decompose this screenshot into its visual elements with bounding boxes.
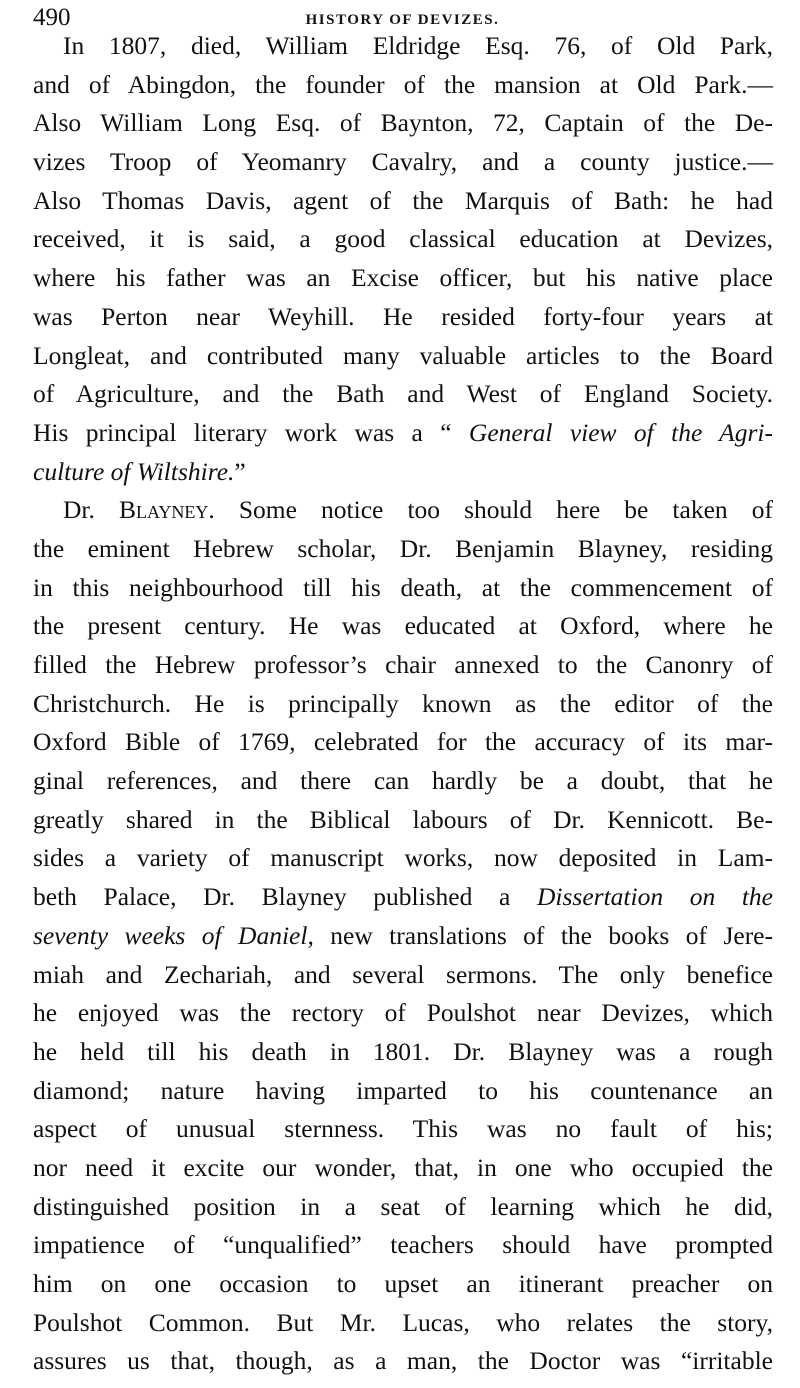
text-line xyxy=(33,453,773,492)
text-line xyxy=(33,1072,773,1111)
text-line xyxy=(33,491,773,530)
text-segment: impatience of “unqualified” teachers should have prompted xyxy=(33,1230,773,1260)
text-line xyxy=(33,530,773,569)
text-segment: Longleat, and contributed many valuable articles to the Board xyxy=(33,340,773,370)
text-line xyxy=(33,220,773,259)
text-segment: ” xyxy=(234,456,246,486)
text-line xyxy=(33,1304,773,1343)
text-line xyxy=(33,337,773,376)
text-line xyxy=(33,1110,773,1149)
text-segment: new translations of the books of Jere- xyxy=(313,920,773,950)
text-segment: In 1807, died, William Eldridge Esq. 76, of Old Park, xyxy=(63,31,773,60)
small-caps-heading: Blayney. xyxy=(119,495,215,525)
running-title: HISTORY OF DEVIZES. xyxy=(305,12,500,28)
text-segment: assures us that, though, as a man, the Doctor was “irritable xyxy=(33,1346,773,1376)
text-segment: Poulshot Common. But Mr. Lucas, who relates the story, xyxy=(33,1307,773,1337)
text-line xyxy=(33,27,773,66)
italic-text: seventy weeks of Daniel, xyxy=(33,920,314,950)
text-segment: Oxford Bible of 1769, celebrated for the accuracy of its mar- xyxy=(33,727,773,757)
text-line xyxy=(33,1342,773,1381)
text-line xyxy=(33,917,773,956)
text-line xyxy=(33,646,773,685)
text-segment: Also Thomas Davis, agent of the Marquis of Bath: he had xyxy=(33,185,773,215)
text-line xyxy=(33,685,773,724)
text-segment: he held till his death in 1801. Dr. Blayney was a rough xyxy=(33,1036,773,1066)
text-segment: the eminent Hebrew scholar, Dr. Benjamin Blayney, residing xyxy=(33,533,773,563)
text-line xyxy=(33,762,773,801)
text-segment: diamond; nature having imparted to his countenance an xyxy=(33,1075,773,1105)
text-line xyxy=(33,66,773,105)
text-line xyxy=(33,607,773,646)
text-segment: filled the Hebrew professor’s chair annexed to the Canonry of xyxy=(33,650,773,679)
text-segment: vizes Troop of Yeomanry Cavalry, and a county justice.— xyxy=(33,147,773,177)
text-line xyxy=(33,1188,773,1227)
text-segment: the present century. He was educated at Oxford, where he xyxy=(33,611,773,641)
text-segment: Also William Long Esq. of Baynton, 72, Captain of the De- xyxy=(33,108,773,138)
text-segment: was Perton near Weyhill. He resided forty-four years at xyxy=(33,301,773,331)
page-number: 490 xyxy=(33,4,71,31)
text-segment: Dr. xyxy=(63,495,119,525)
text-line xyxy=(33,839,773,878)
text-line xyxy=(33,878,773,917)
text-segment: distinguished position in a seat of learning which he did, xyxy=(33,1191,773,1221)
text-segment: miah and Zechariah, and several sermons. The only benefice xyxy=(33,959,773,989)
text-line xyxy=(33,182,773,221)
text-line xyxy=(33,1149,773,1188)
text-segment: aspect of unusual sternness. This was no fault of his; xyxy=(33,1114,773,1144)
text-segment: where his father was an Excise officer, but his native place xyxy=(33,263,773,293)
text-segment: Christchurch. He is principally known as the editor of the xyxy=(33,688,773,718)
text-line xyxy=(33,259,773,298)
text-line xyxy=(33,1033,773,1072)
text-segment: in this neighbourhood till his death, at the commencement of xyxy=(33,572,773,602)
italic-text: General view of the Agri- xyxy=(468,417,773,447)
text-line xyxy=(33,375,773,414)
text-line xyxy=(33,414,773,453)
italic-text: culture of Wiltshire. xyxy=(33,456,235,486)
text-segment: greatly shared in the Biblical labours of Dr. Kennicott. Be- xyxy=(33,804,773,834)
text-segment: he enjoyed was the rectory of Poulshot near Devizes, which xyxy=(33,998,773,1028)
text-line xyxy=(33,956,773,995)
text-segment: His principal literary work was a “ xyxy=(33,417,469,447)
text-segment: nor need it excite our wonder, that, in one who occupied the xyxy=(33,1152,773,1182)
text-line xyxy=(33,723,773,762)
text-line xyxy=(33,994,773,1033)
italic-text: Dissertation on the xyxy=(536,882,774,912)
body-text xyxy=(33,27,773,1381)
text-segment: and of Abingdon, the founder of the mansion at Old Park.— xyxy=(33,69,773,99)
text-line xyxy=(33,1226,773,1265)
text-line xyxy=(33,104,773,143)
text-line xyxy=(33,298,773,337)
text-segment: him on one occasion to upset an itinerant preacher on xyxy=(33,1269,773,1298)
text-segment: Some notice too should here be taken of xyxy=(214,495,773,525)
text-segment: sides a variety of manuscript works, now deposited in Lam- xyxy=(33,843,773,873)
text-line xyxy=(33,143,773,182)
text-segment: beth Palace, Dr. Blayney published a xyxy=(33,882,537,912)
text-line xyxy=(33,801,773,840)
text-line xyxy=(33,1265,773,1304)
text-segment: of Agriculture, and the Bath and West of England Society. xyxy=(33,379,773,409)
text-segment: ginal references, and there can hardly be a doubt, that he xyxy=(33,766,773,796)
text-line xyxy=(33,569,773,608)
text-segment: received, it is said, a good classical education at Devizes, xyxy=(33,224,773,254)
